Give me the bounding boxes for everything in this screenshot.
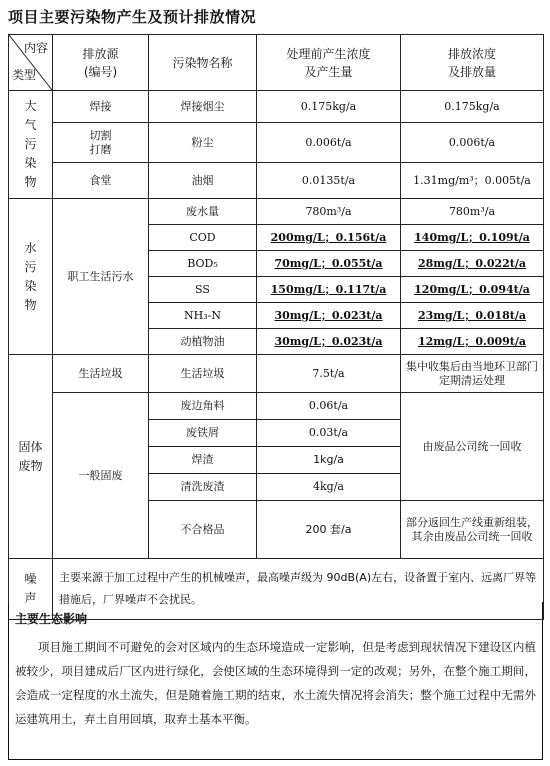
cell-pollutant: 粉尘: [149, 123, 257, 163]
table-row: [9, 199, 544, 225]
cell-after: 23mg/L；0.018t/a: [401, 303, 544, 329]
cell-pollutant: 油烟: [149, 163, 257, 199]
cell-before: 0.175kg/a: [257, 91, 401, 123]
category-air: 大 气 污 染 物: [9, 91, 53, 199]
cell-before: 0.0135t/a: [257, 163, 401, 199]
cell-after: 140mg/L；0.109t/a: [401, 225, 544, 251]
cell-pollutant: 动植物油: [149, 329, 257, 355]
cell-pollutant: COD: [149, 225, 257, 251]
cell-pollutant: 不合格品: [149, 501, 257, 559]
cell-general-source: 一般固废: [53, 393, 149, 559]
cell-source: 切割 打磨: [53, 123, 149, 163]
cell-before: 200 套/a: [257, 501, 401, 559]
cell-pollutant: 清洗废渣: [149, 474, 257, 501]
header-after: 排放浓度 及排放量: [401, 35, 544, 91]
cell-after: 0.006t/a: [401, 123, 544, 163]
cell-before: 0.006t/a: [257, 123, 401, 163]
cell-before: 200mg/L；0.156t/a: [257, 225, 401, 251]
table-row: [9, 355, 544, 393]
table-row: [9, 393, 544, 420]
cell-after: 部分返回生产线重新组装，其余由废品公司统一回收: [401, 501, 544, 559]
cell-general-after: 由废品公司统一回收: [401, 393, 544, 501]
table-row: [9, 91, 544, 123]
cell-pollutant: 焊渣: [149, 447, 257, 474]
cell-source: 食堂: [53, 163, 149, 199]
cell-source: 焊接: [53, 91, 149, 123]
ecology-text: 项目施工期间不可避免的会对区域内的生态环境造成一定影响，但是考虑到现状情况下建设区内植被较少，项目建成后厂区内进行绿化，会使区域的生态环境得到一定的改观；另外，在整个施工期间，会造成一定程度的水土流失，但是随着施工期的结束，水土流失情况将会消失；整个施工过程中无需外运建筑用土，弃土自用回填，取弃土基本平衡。: [15, 640, 536, 726]
table-header-row: [9, 35, 544, 91]
ecology-heading: 主要生态影响: [15, 612, 88, 626]
category-solid: 固体 废物: [9, 355, 53, 559]
cell-pollutant: 焊接烟尘: [149, 91, 257, 123]
cell-after: 集中收集后由当地环卫部门定期清运处理: [401, 355, 544, 393]
cell-after: 0.175kg/a: [401, 91, 544, 123]
cell-pollutant: 废铁屑: [149, 420, 257, 447]
cell-before: 30mg/L；0.023t/a: [257, 329, 401, 355]
cell-after: 780m³/a: [401, 199, 544, 225]
table-row: [9, 163, 544, 199]
cell-water-source: 职工生活污水: [53, 199, 149, 355]
cell-before: 7.5t/a: [257, 355, 401, 393]
header-pollutant: 污染物名称: [149, 35, 257, 91]
cell-pollutant: NH₃-N: [149, 303, 257, 329]
table-row: [9, 123, 544, 163]
header-before: 处理前产生浓度 及产生量: [257, 35, 401, 91]
category-water: 水 污 染 物: [9, 199, 53, 355]
ecology-section: [8, 602, 543, 760]
cell-after: 28mg/L；0.022t/a: [401, 251, 544, 277]
cell-pollutant: 生活垃圾: [149, 355, 257, 393]
cell-pollutant: 废水量: [149, 199, 257, 225]
header-content-label: 内容: [23, 41, 48, 55]
cell-after: 1.31mg/m³；0.005t/a: [401, 163, 544, 199]
noise-description: 主要来源于加工过程中产生的机械噪声，最高噪声级为 90dB(A)左右，设备置于室内、远离厂界等措施后，厂界噪声不会扰民。: [53, 559, 544, 620]
diagonal-header-cell: [9, 35, 53, 91]
cell-after: 12mg/L；0.009t/a: [401, 329, 544, 355]
category-noise: 噪 声: [9, 559, 53, 620]
cell-before: 30mg/L；0.023t/a: [257, 303, 401, 329]
pollutant-table: [8, 34, 544, 620]
cell-before: 1kg/a: [257, 447, 401, 474]
header-type-label: 类型: [12, 68, 37, 82]
cell-before: 150mg/L；0.117t/a: [257, 277, 401, 303]
cell-before: 70mg/L；0.055t/a: [257, 251, 401, 277]
cell-source: 生活垃圾: [53, 355, 149, 393]
cell-before: 0.06t/a: [257, 393, 401, 420]
cell-after: 120mg/L；0.094t/a: [401, 277, 544, 303]
cell-pollutant: 废边角料: [149, 393, 257, 420]
cell-before: 780m³/a: [257, 199, 401, 225]
page-title: 项目主要污染物产生及预计排放情况: [8, 8, 257, 26]
cell-pollutant: BOD₅: [149, 251, 257, 277]
cell-before: 0.03t/a: [257, 420, 401, 447]
cell-pollutant: SS: [149, 277, 257, 303]
cell-before: 4kg/a: [257, 474, 401, 501]
header-source: 排放源 (编号): [53, 35, 149, 91]
